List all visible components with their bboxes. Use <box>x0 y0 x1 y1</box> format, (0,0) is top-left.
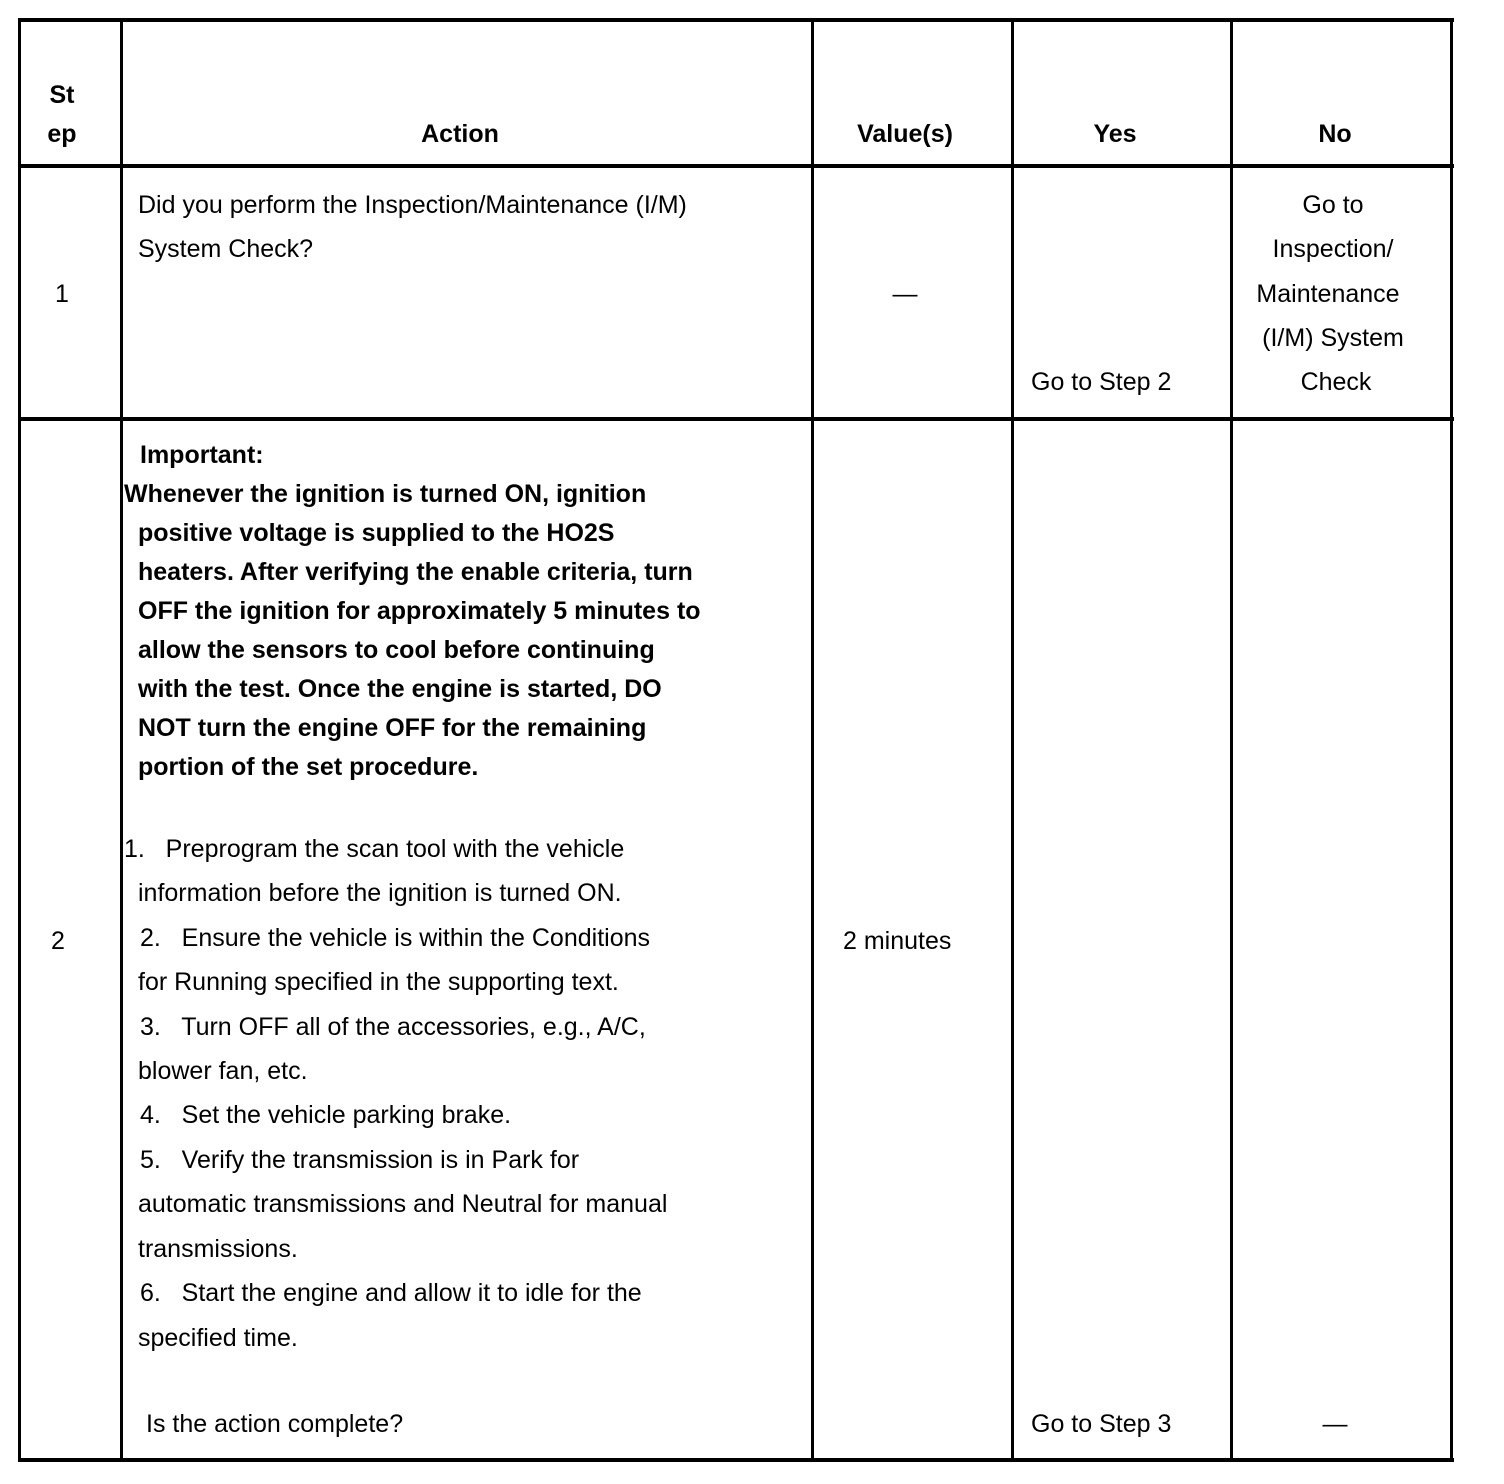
table-border-bottom <box>18 1458 1454 1462</box>
row-2-step-line-2: information before the ignition is turned ON. <box>138 879 622 907</box>
row-2-important-line-3: heaters. After verifying the enable criteria, turn <box>138 558 693 586</box>
col-divider-yes <box>1230 18 1233 1462</box>
row-2-value: 2 minutes <box>843 927 952 955</box>
col-divider-values <box>1011 18 1014 1462</box>
table-border-left <box>18 18 21 1462</box>
row-2-step-line-1: 1. Preprogram the scan tool with the vehicle <box>124 835 625 863</box>
row-2-step-line-10: transmissions. <box>138 1235 298 1263</box>
header-action: Action <box>421 120 499 148</box>
row-2-important-line-5: allow the sensors to cool before continuing <box>138 636 655 664</box>
row-2-step-line-8: 5. Verify the transmission is in Park for <box>140 1146 580 1174</box>
row-2-step-line-7: 4. Set the vehicle parking brake. <box>140 1101 512 1129</box>
row-2-important-line-8: portion of the set procedure. <box>138 753 479 781</box>
row-2-important-line-1: Whenever the ignition is turned ON, ignition <box>124 480 647 508</box>
table-border-top <box>18 18 1454 22</box>
row-2-step-line-6: blower fan, etc. <box>138 1057 308 1085</box>
header-no: No <box>1318 120 1352 148</box>
row-1-divider <box>18 417 1454 421</box>
row-2-important-label: Important: <box>140 441 264 469</box>
row-1-action-line-1: Did you perform the Inspection/Maintenance (I/M) <box>138 191 687 219</box>
row-1-no-line-1: Go to <box>1302 191 1364 219</box>
row-1-step: 1 <box>55 280 69 308</box>
header-values: Value(s) <box>857 120 953 148</box>
header-step-line2: ep <box>47 120 77 148</box>
row-2-step-line-12: specified time. <box>138 1324 298 1352</box>
row-2-step-line-4: for Running specified in the supporting text. <box>138 968 619 996</box>
row-2-step: 2 <box>51 927 65 955</box>
row-2-no: — <box>1322 1410 1348 1438</box>
row-2-step-line-3: 2. Ensure the vehicle is within the Conditions <box>140 924 650 952</box>
row-1-yes: Go to Step 2 <box>1031 368 1172 396</box>
col-divider-action <box>811 18 814 1462</box>
row-1-action-line-2: System Check? <box>138 235 314 263</box>
row-2-yes: Go to Step 3 <box>1031 1410 1172 1438</box>
row-2-step-line-5: 3. Turn OFF all of the accessories, e.g., A/C, <box>140 1013 646 1041</box>
table-border-right <box>1450 18 1453 1462</box>
col-divider-step <box>120 18 123 1462</box>
row-2-important-line-4: OFF the ignition for approximately 5 minutes to <box>138 597 701 625</box>
header-row-divider <box>18 164 1454 168</box>
row-2-step-line-9: automatic transmissions and Neutral for manual <box>138 1190 668 1218</box>
row-2-important-line-2: positive voltage is supplied to the HO2S <box>138 519 615 547</box>
row-1-no-line-3: Maintenance <box>1256 280 1400 308</box>
row-2-step-line-11: 6. Start the engine and allow it to idle for the <box>140 1279 642 1307</box>
row-1-no-line-5: Check <box>1300 368 1372 396</box>
header-yes: Yes <box>1093 120 1137 148</box>
header-step-line1: St <box>49 81 75 109</box>
row-1-value: — <box>892 280 918 308</box>
row-2-important-line-6: with the test. Once the engine is started, DO <box>138 675 662 703</box>
row-2-important-line-7: NOT turn the engine OFF for the remaining <box>138 714 647 742</box>
row-1-no-line-2: Inspection/ <box>1272 235 1394 263</box>
row-1-no-line-4: (I/M) System <box>1262 324 1404 352</box>
row-2-question: Is the action complete? <box>146 1410 404 1438</box>
